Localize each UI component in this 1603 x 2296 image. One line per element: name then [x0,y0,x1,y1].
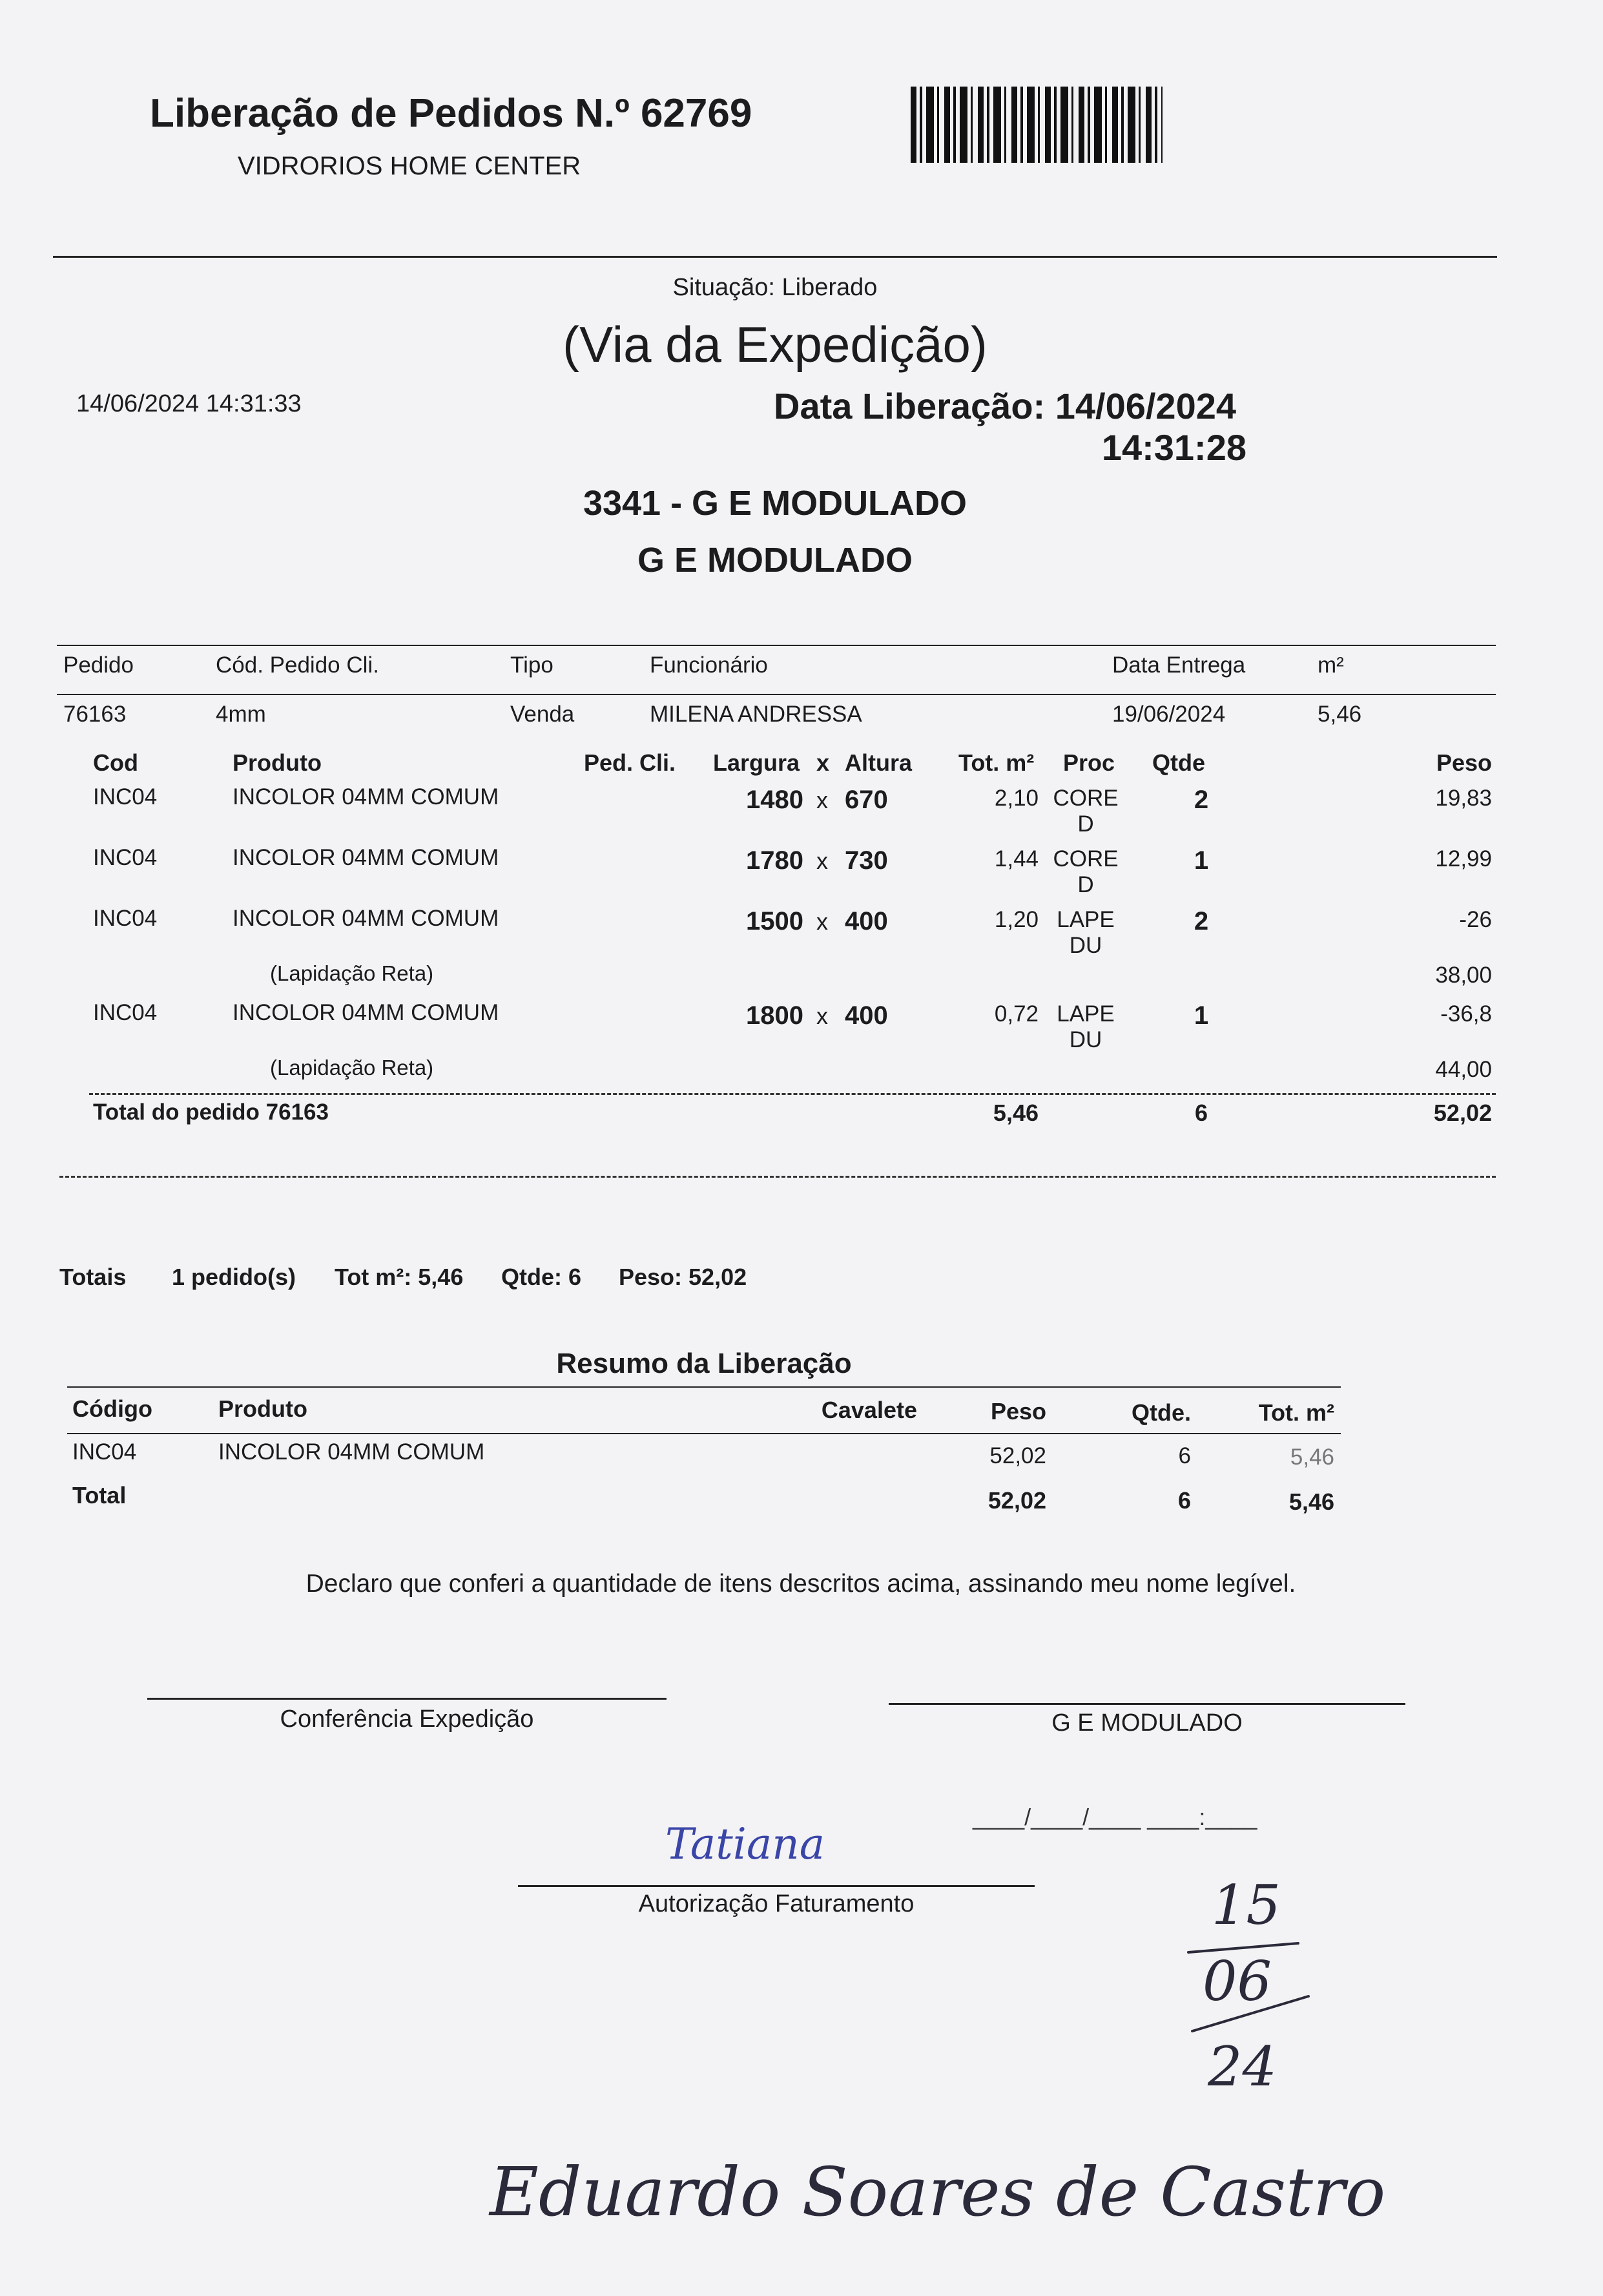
signature-line-autorizacao [518,1885,1035,1887]
resumo-total-label: Total [72,1482,127,1508]
cell-altura: 670 [845,786,888,814]
col-x: x [816,749,830,776]
status-text: Situação: Liberado [672,274,878,301]
signature-label-conferencia: Conferência Expedição [280,1706,534,1733]
pedido-value: 76163 [63,702,127,727]
cell-note-peso: 38,00 [1435,963,1492,988]
total-pedido-label: Total do pedido 76163 [93,1100,329,1125]
totais-label: Totais [59,1264,127,1290]
cell-largura: 1500 [746,907,803,935]
cell-altura: 730 [845,846,888,875]
cell-largura: 1800 [746,1001,803,1030]
cell-produto: INCOLOR 04MM COMUM [233,845,499,870]
resumo-col-cavalete: Cavalete [821,1397,917,1423]
col-qtde: Qtde [1152,749,1206,776]
resumo-col-codigo: Código [72,1395,152,1422]
resumo-top-line [67,1386,1341,1388]
cell-peso: 19,83 [1435,786,1492,811]
cod-pedido-cli-value: 4mm [216,702,266,727]
col-altura: Altura [845,749,913,776]
cell-note: (Lapidação Reta) [270,961,434,985]
cell-peso: 12,99 [1435,846,1492,871]
cell-note: (Lapidação Reta) [270,1056,434,1080]
cell-tot-m2: 2,10 [994,786,1039,811]
client-name: G E MODULADO [637,541,913,579]
release-date: Data Liberação: 14/06/2024 [774,386,1236,426]
cell-tot-m2: 0,72 [994,1001,1039,1027]
date-time-blank: ____/____/____ ____:____ [973,1804,1257,1830]
totais-peso: Peso: 52,02 [619,1264,747,1290]
col-funcionario: Funcionário [650,652,768,678]
cell-x: x [816,908,828,935]
col-ped-cli: Ped. Cli. [584,749,676,776]
handwritten-year: 24 [1208,2035,1277,2098]
handwritten-signature-autorizacao: Tatiana [665,1819,825,1869]
col-peso: Peso [1436,749,1492,776]
declaration-text: Declaro que conferi a quantidade de itens descritos acima, assinando meu nome legível. [305,1570,1296,1598]
handwritten-day: 15 [1212,1873,1281,1937]
total-pedido-peso: 52,02 [1433,1100,1492,1126]
data-entrega-value: 19/06/2024 [1112,702,1226,727]
order-table-top-line [57,645,1496,646]
client-code-name: 3341 - G E MODULADO [583,484,967,523]
resumo-produto-value: INCOLOR 04MM COMUM [218,1439,485,1465]
barcode-image [911,87,1163,163]
cell-largura: 1780 [746,846,803,875]
totais-pedidos: 1 pedido(s) [172,1264,296,1290]
cell-qtde: 2 [1194,786,1209,814]
resumo-title: Resumo da Liberação [556,1348,852,1379]
m2-value: 5,46 [1318,702,1362,727]
resumo-col-produto: Produto [218,1395,307,1422]
col-m2: m² [1318,652,1344,678]
cell-cod: INC04 [93,845,158,870]
cell-x: x [816,787,828,813]
document-title: Liberação de Pedidos N.º 62769 [150,91,752,136]
header-divider [53,256,1497,258]
resumo-tot-m2-value: 5,46 [1290,1445,1334,1470]
cell-proc: CORE D [1053,786,1119,837]
funcionario-value: MILENA ANDRESSA [650,702,862,727]
col-largura: Largura [713,749,800,776]
resumo-col-tot-m2: Tot. m² [1258,1399,1334,1426]
cell-peso: -36,8 [1440,1001,1492,1027]
resumo-mid-line [67,1433,1341,1434]
signature-line-conferencia [147,1698,667,1700]
handwritten-date-stroke-2 [0,0,1,1]
resumo-total-m2: 5,46 [1288,1488,1334,1515]
cell-qtde: 1 [1194,846,1209,875]
company-name: VIDRORIOS HOME CENTER [238,152,581,180]
print-timestamp: 14/06/2024 14:31:33 [76,390,302,417]
cell-qtde: 1 [1194,1001,1209,1030]
totais-qtde: Qtde: 6 [501,1264,582,1290]
col-pedido: Pedido [63,652,134,678]
cell-x: x [816,1003,828,1029]
resumo-total-peso: 52,02 [988,1487,1046,1514]
signature-line-cliente [889,1703,1405,1705]
resumo-col-qtde: Qtde. [1131,1399,1191,1426]
tipo-value: Venda [510,702,575,727]
cell-tot-m2: 1,44 [994,846,1039,871]
signature-label-cliente: G E MODULADO [1051,1709,1243,1737]
handwritten-month: 06 [1203,1950,1272,2013]
signature-label-autorizacao: Autorização Faturamento [638,1890,915,1917]
cell-peso: -26 [1459,907,1492,932]
cell-proc: CORE D [1053,846,1119,897]
cell-altura: 400 [845,907,888,935]
cell-tot-m2: 1,20 [994,907,1039,932]
resumo-qtde-value: 6 [1178,1443,1191,1468]
cell-note-peso: 44,00 [1435,1057,1492,1082]
cell-produto: INCOLOR 04MM COMUM [233,1000,499,1025]
section-divider [59,1176,1496,1178]
col-produto: Produto [233,749,322,776]
cell-largura: 1480 [746,786,803,814]
resumo-col-peso: Peso [990,1398,1046,1425]
release-time: 14:31:28 [1101,427,1246,468]
resumo-peso-value: 52,02 [989,1443,1046,1468]
cell-proc: LAPE DU [1057,907,1115,958]
total-pedido-qtde: 6 [1194,1100,1208,1126]
cell-cod: INC04 [93,1000,158,1025]
cell-qtde: 2 [1194,907,1209,935]
cell-produto: INCOLOR 04MM COMUM [233,906,499,931]
cell-x: x [816,848,828,874]
total-pedido-m2: 5,46 [993,1100,1039,1126]
handwritten-signature-bottom: Eduardo Soares de Castro [490,2153,1386,2231]
col-data-entrega: Data Entrega [1112,652,1246,678]
col-cod: Cod [93,749,138,776]
col-proc: Proc [1063,749,1115,776]
cell-produto: INCOLOR 04MM COMUM [233,784,499,809]
items-total-divider [89,1093,1496,1095]
cell-cod: INC04 [93,784,158,809]
resumo-codigo-value: INC04 [72,1439,137,1465]
cell-proc: LAPE DU [1057,1001,1115,1052]
totais-m2: Tot m²: 5,46 [335,1264,464,1290]
order-table-mid-line [57,694,1496,695]
cell-altura: 400 [845,1001,888,1030]
col-tot-m2: Tot. m² [958,749,1035,776]
col-cod-pedido-cli: Cód. Pedido Cli. [216,652,379,678]
cell-cod: INC04 [93,906,158,931]
copy-type-heading: (Via da Expedição) [563,316,988,373]
resumo-total-qtde: 6 [1177,1487,1191,1514]
col-tipo: Tipo [510,652,553,678]
